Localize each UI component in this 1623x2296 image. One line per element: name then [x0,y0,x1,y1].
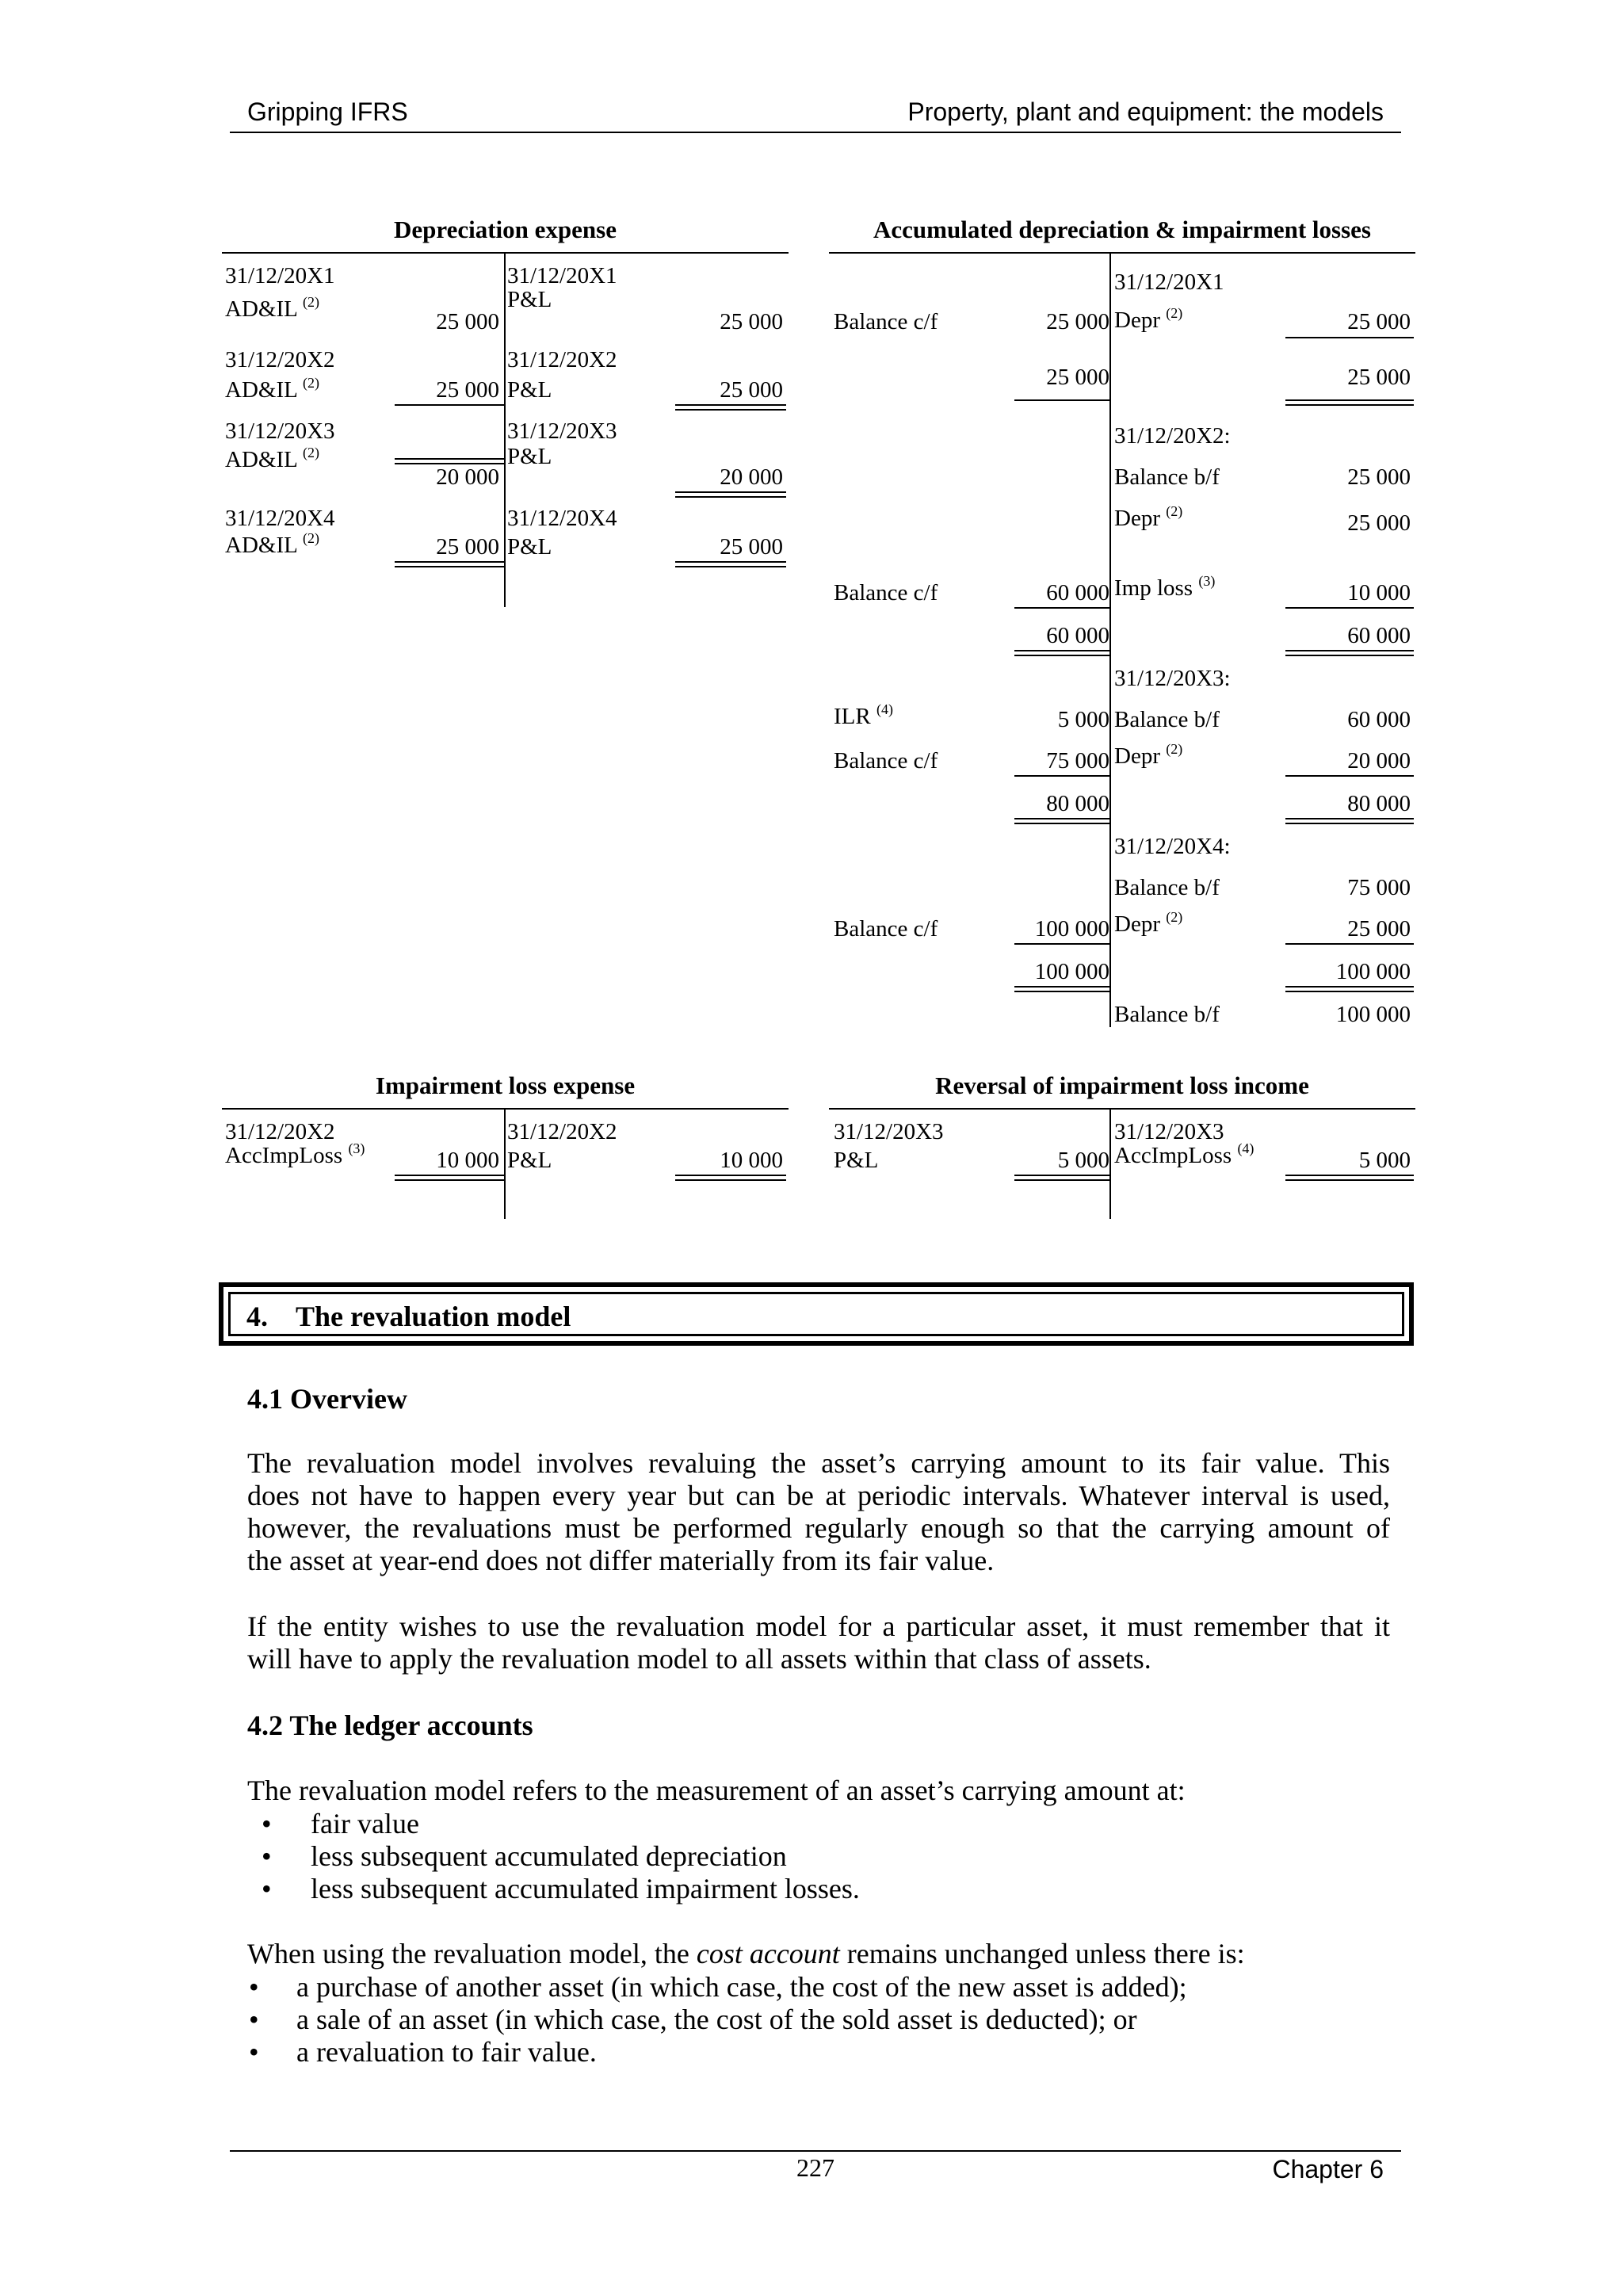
bullet: • [249,2036,259,2068]
bullet: • [262,1808,272,1839]
debit-date: 31/12/20X2 [225,347,335,372]
total-amount: 80 000 [1046,791,1109,816]
debit-account: AD&IL $^{(2)}$ [225,375,319,403]
credit-account: P&L [507,377,552,403]
bullet: • [249,2004,259,2035]
page-footer [230,2150,1401,2196]
date-label: 31/12/20X2: [1114,423,1231,449]
credit-amount: 10 000 [720,1148,783,1173]
debit-account: AD&IL $^{(2)}$ [225,445,319,472]
balance-cf-label: Balance c/f [834,748,938,774]
credit-amount: 20 000 [720,464,783,490]
credit-date: 31/12/20X1 [507,263,617,288]
credit-amount: 25 000 [720,309,783,334]
credit-date: 31/12/20X3 [507,418,617,444]
debit-account: AD&IL $^{(2)}$ [225,294,319,322]
total-amount: 100 000 [1335,959,1411,984]
balance-cf-label: Balance c/f [834,580,938,606]
account-title: Depreciation expense [394,216,617,243]
date-label: 31/12/20X3: [1114,666,1231,691]
debit-date: 31/12/20X4 [225,506,335,531]
total-amount: 25 000 [1046,365,1109,390]
section-number: 4. [246,1301,268,1332]
paragraph: When using the revaluation model, the cost account remains unchanged unless there is: [247,1938,1245,1969]
debit-date: 31/12/20X2 [225,1119,335,1144]
credit-account: P&L [507,534,552,560]
amount: 100 000 [1335,1002,1411,1027]
amount: 25 000 [1347,510,1411,536]
amount: 25 000 [1347,309,1411,334]
credit-account: AccImpLoss $^{(4)}$ [1114,1140,1254,1168]
total-amount: 25 000 [1347,365,1411,390]
amount: 25 000 [1347,464,1411,490]
amount: 100 000 [1034,916,1109,942]
imp-loss-label: Imp loss $^{(3)}$ [1114,573,1216,601]
subsection-heading: 4.2 The ledger accounts [247,1710,533,1741]
debit-amount: 10 000 [436,1148,499,1173]
amount: 10 000 [1347,580,1411,606]
subsection-heading: 4.1 Overview [247,1383,407,1415]
depr-label: Depr $^{(2)}$ [1114,503,1183,531]
paragraph: The revaluation model refers to the measurement of an asset’s carrying amount at: [247,1775,1186,1806]
total-amount: 100 000 [1034,959,1109,984]
debit-date: 31/12/20X3 [225,418,335,444]
account-title: Reversal of impairment loss income [935,1072,1309,1099]
debit-amount: 5 000 [1057,1148,1109,1173]
section-heading-box [219,1282,1414,1346]
debit-account: P&L [834,1148,879,1173]
header-right: Property, plant and equipment: the models [907,97,1384,126]
credit-account: P&L [507,1148,552,1173]
amount: 25 000 [1046,309,1109,334]
date-label: 31/12/20X1 [1114,269,1224,295]
debit-date: 31/12/20X3 [834,1119,944,1144]
depr-label: Depr $^{(2)}$ [1114,909,1183,937]
ilr-label: ILR $^{(4)}$ [834,701,893,729]
header-left: Gripping IFRS [247,97,408,126]
credit-account: P&L [507,444,552,469]
balance-bf-label: Balance b/f [1114,875,1220,900]
total-amount: 60 000 [1347,623,1411,648]
balance-bf-label: Balance b/f [1114,1002,1220,1027]
page-header [230,94,1401,133]
amount: 25 000 [1347,916,1411,942]
credit-account: P&L [507,287,552,312]
amount: 75 000 [1347,875,1411,900]
amount: 5 000 [1057,707,1109,732]
debit-account: AccImpLoss $^{(3)}$ [225,1140,365,1168]
amount: 60 000 [1046,580,1109,606]
total-amount: 60 000 [1046,623,1109,648]
list-item: fair value [311,1808,419,1839]
amount: 60 000 [1347,707,1411,732]
section-title: The revaluation model [296,1301,571,1332]
debit-amount: 25 000 [436,309,499,334]
amount: 20 000 [1347,748,1411,774]
debit-amount: 25 000 [436,534,499,560]
account-title: Accumulated depreciation & impairment losses [873,216,1371,243]
debit-account: AD&IL $^{(2)}$ [225,530,319,558]
bullet: • [262,1873,272,1904]
amount: 75 000 [1046,748,1109,774]
debit-amount: 25 000 [436,377,499,403]
list-item: a revaluation to fair value. [296,2036,597,2068]
list-item: less subsequent accumulated impairment losses. [311,1873,860,1904]
list-item: less subsequent accumulated depreciation [311,1840,787,1872]
paragraph: If the entity wishes to use the revaluation model for a particular asset, it must remember that it will have to apply the revaluation model to all assets within that class of assets. [247,1610,1390,1675]
debit-amount: 20 000 [436,464,499,490]
chapter-label: Chapter 6 [1272,2155,1384,2183]
total-amount: 80 000 [1347,791,1411,816]
credit-amount: 5 000 [1358,1148,1411,1173]
credit-date: 31/12/20X4 [507,506,617,531]
bullet: • [249,1971,259,2003]
balance-bf-label: Balance b/f [1114,464,1220,490]
balance-cf-label: Balance c/f [834,309,938,334]
depr-label: Depr $^{(2)}$ [1114,741,1183,769]
debit-date: 31/12/20X1 [225,263,335,288]
credit-amount: 25 000 [720,377,783,403]
balance-bf-label: Balance b/f [1114,707,1220,732]
depr-label: Depr $^{(2)}$ [1114,305,1183,333]
date-label: 31/12/20X4: [1114,834,1231,859]
paragraph: The revaluation model involves revaluing the asset’s carrying amount to its fair value. This does not have to happen every year but can be at periodic intervals. Whatever interval is used, however, the revaluations must be performed regularly enough so that the carrying amount of the asset at year-end does not differ materially from its fair value. [247,1447,1390,1576]
credit-date: 31/12/20X3 [1114,1119,1224,1144]
balance-cf-label: Balance c/f [834,916,938,942]
account-title: Impairment loss expense [375,1072,636,1099]
credit-date: 31/12/20X2 [507,347,617,372]
list-item: a sale of an asset (in which case, the cost of the sold asset is deducted); or [296,2004,1137,2035]
credit-date: 31/12/20X2 [507,1119,617,1144]
list-item: a purchase of another asset (in which case, the cost of the new asset is added); [296,1971,1187,2003]
page-number: 227 [796,2153,834,2182]
bullet: • [262,1840,272,1872]
credit-amount: 25 000 [720,534,783,560]
